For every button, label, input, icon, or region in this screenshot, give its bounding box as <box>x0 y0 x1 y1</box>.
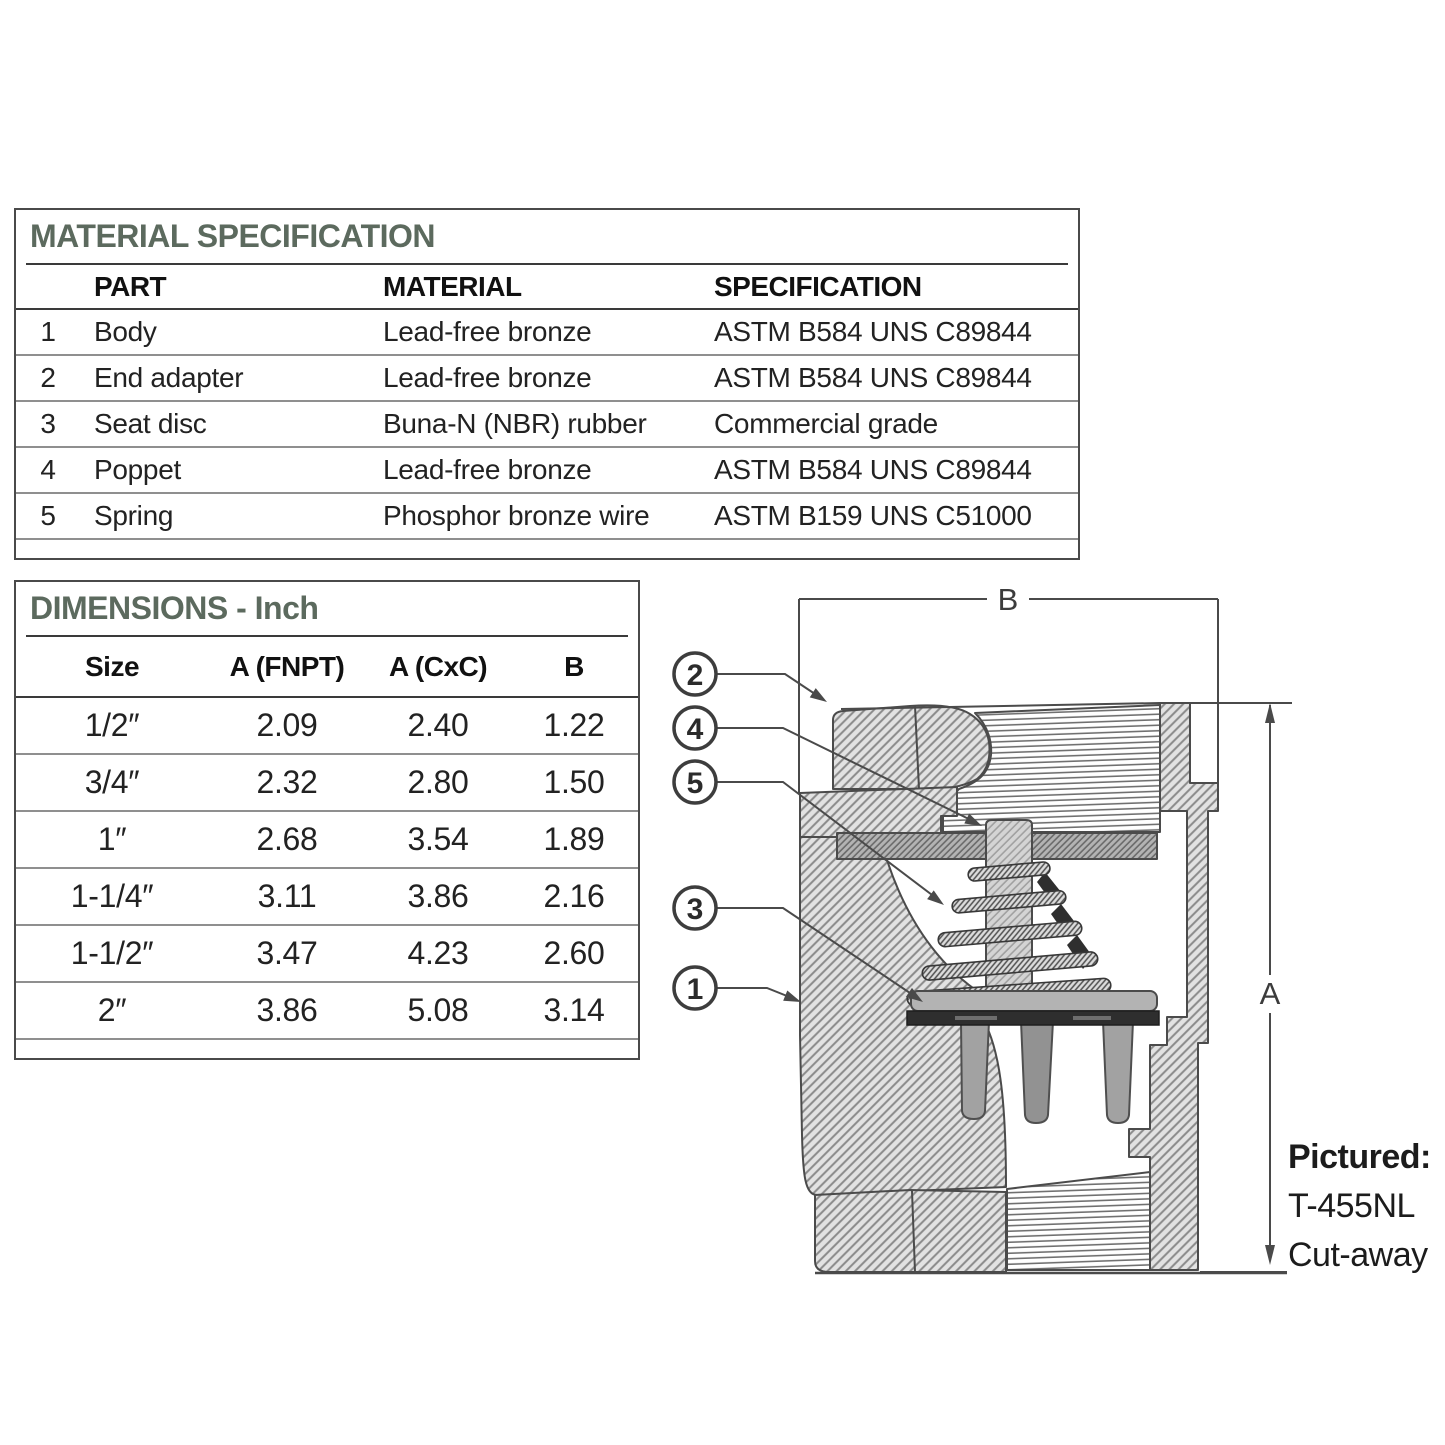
dimensions-col-header-a-cxc: A (CxC) <box>366 637 510 697</box>
cell-num: 4 <box>16 447 80 493</box>
svg-text:1: 1 <box>686 973 704 1006</box>
material-specification-title: MATERIAL SPECIFICATION <box>30 218 435 254</box>
cell-material: Buna-N (NBR) rubber <box>382 401 713 447</box>
cell-part: Body <box>94 316 157 347</box>
valve-body-shapes <box>800 703 1287 1273</box>
cell-spec: ASTM B584 UNS C89844 <box>713 355 1078 401</box>
cell-size: 1-1/2″ <box>16 925 208 982</box>
cell-a_fnpt: 2.32 <box>208 754 366 811</box>
cell-a_cxc: 2.40 <box>407 707 469 743</box>
cell-material: Phosphor bronze wire <box>382 493 713 539</box>
svg-text:2: 2 <box>686 659 704 692</box>
cell-b: 1.22 <box>543 707 605 743</box>
cell-spec: Commercial grade <box>713 401 1078 447</box>
seat-disc-highlight <box>1073 1016 1111 1020</box>
seat-disc <box>907 1011 1159 1025</box>
cell-a_cxc: 4.23 <box>366 925 510 982</box>
poppet-leg <box>961 1021 989 1119</box>
cell-a_fnpt: 3.86 <box>208 982 366 1039</box>
cell-a_fnpt: 3.47 <box>208 925 366 982</box>
table-row <box>16 868 638 925</box>
cell-b: 2.60 <box>510 925 638 982</box>
cell-num: 3 <box>16 401 80 447</box>
table-row <box>16 754 638 811</box>
cell-material: Lead-free bronze <box>383 316 592 347</box>
dimensions-col-header-b: B <box>510 637 638 697</box>
cell-num: 1 <box>40 316 56 347</box>
cell-a_fnpt: 2.09 <box>256 707 318 743</box>
cell-a_cxc: 5.08 <box>366 982 510 1039</box>
svg-text:4: 4 <box>686 713 704 746</box>
dimensions-title: DIMENSIONS - Inch <box>30 590 319 626</box>
cell-b: 3.14 <box>510 982 638 1039</box>
cell-size: 1-1/4″ <box>16 868 208 925</box>
cell-a_cxc: 3.54 <box>366 811 510 868</box>
cell-material: Lead-free bronze <box>382 355 713 401</box>
cell-b: 2.16 <box>510 868 638 925</box>
cell-spec: ASTM B584 UNS C89844 <box>713 447 1078 493</box>
dimension-a-label: A <box>1259 976 1281 1011</box>
poppet-plate <box>911 991 1157 1011</box>
cell-b: 1.89 <box>510 811 638 868</box>
poppet-leg <box>1021 1021 1053 1123</box>
cell-part: Seat disc <box>80 401 382 447</box>
callout-1 <box>674 967 803 1009</box>
material-col-header-num <box>16 265 80 309</box>
seat-disc-highlight <box>955 1016 997 1020</box>
cell-size: 1/2″ <box>84 707 140 743</box>
poppet-leg <box>1103 1021 1133 1123</box>
material-header-row <box>16 265 1078 309</box>
table-row <box>16 697 638 754</box>
cell-a_fnpt: 2.68 <box>208 811 366 868</box>
svg-text:5: 5 <box>686 767 704 800</box>
cell-material: Lead-free bronze <box>382 447 713 493</box>
material-specification-table <box>16 265 1078 540</box>
table-row <box>16 355 1078 401</box>
dimensions-table <box>16 637 638 1040</box>
callout-2 <box>674 653 830 707</box>
dimensions-col-header-a-fnpt: A (FNPT) <box>208 637 366 697</box>
caption-view: Cut-away <box>1288 1236 1428 1274</box>
cell-num: 2 <box>16 355 80 401</box>
table-row <box>16 401 1078 447</box>
cell-part: Spring <box>80 493 382 539</box>
cell-size: 1″ <box>16 811 208 868</box>
bottom-hex <box>815 1190 1006 1272</box>
caption-heading: Pictured: <box>1288 1138 1431 1176</box>
cell-num: 5 <box>16 493 80 539</box>
cell-size: 2″ <box>16 982 208 1039</box>
material-col-header-part: PART <box>80 265 382 309</box>
material-col-header-specification: SPECIFICATION <box>713 265 1078 309</box>
table-row <box>16 982 638 1039</box>
svg-text:3: 3 <box>686 893 704 926</box>
dimensions-panel <box>14 580 640 1060</box>
table-row <box>16 309 1078 355</box>
cell-b: 1.50 <box>510 754 638 811</box>
table-row <box>16 811 638 868</box>
material-specification-panel <box>14 208 1080 560</box>
cell-spec: ASTM B584 UNS C89844 <box>714 316 1032 347</box>
cell-part: End adapter <box>80 355 382 401</box>
cell-a_fnpt: 3.11 <box>208 868 366 925</box>
table-row <box>16 493 1078 539</box>
cell-size: 3/4″ <box>16 754 208 811</box>
pictured-caption <box>1288 1133 1431 1280</box>
cell-part: Poppet <box>80 447 382 493</box>
cell-a_cxc: 2.80 <box>366 754 510 811</box>
cell-spec: ASTM B159 UNS C51000 <box>713 493 1078 539</box>
table-row <box>16 447 1078 493</box>
dimension-b-label: B <box>997 582 1019 617</box>
dimensions-col-header-size: Size <box>16 637 208 697</box>
caption-model: T-455NL <box>1288 1187 1415 1225</box>
dimensions-header-row <box>16 637 638 697</box>
bottom-threads <box>1007 1172 1150 1270</box>
cell-a_cxc: 3.86 <box>366 868 510 925</box>
table-row <box>16 925 638 982</box>
end-adapter-hex <box>833 705 990 789</box>
material-col-header-material: MATERIAL <box>382 265 713 309</box>
